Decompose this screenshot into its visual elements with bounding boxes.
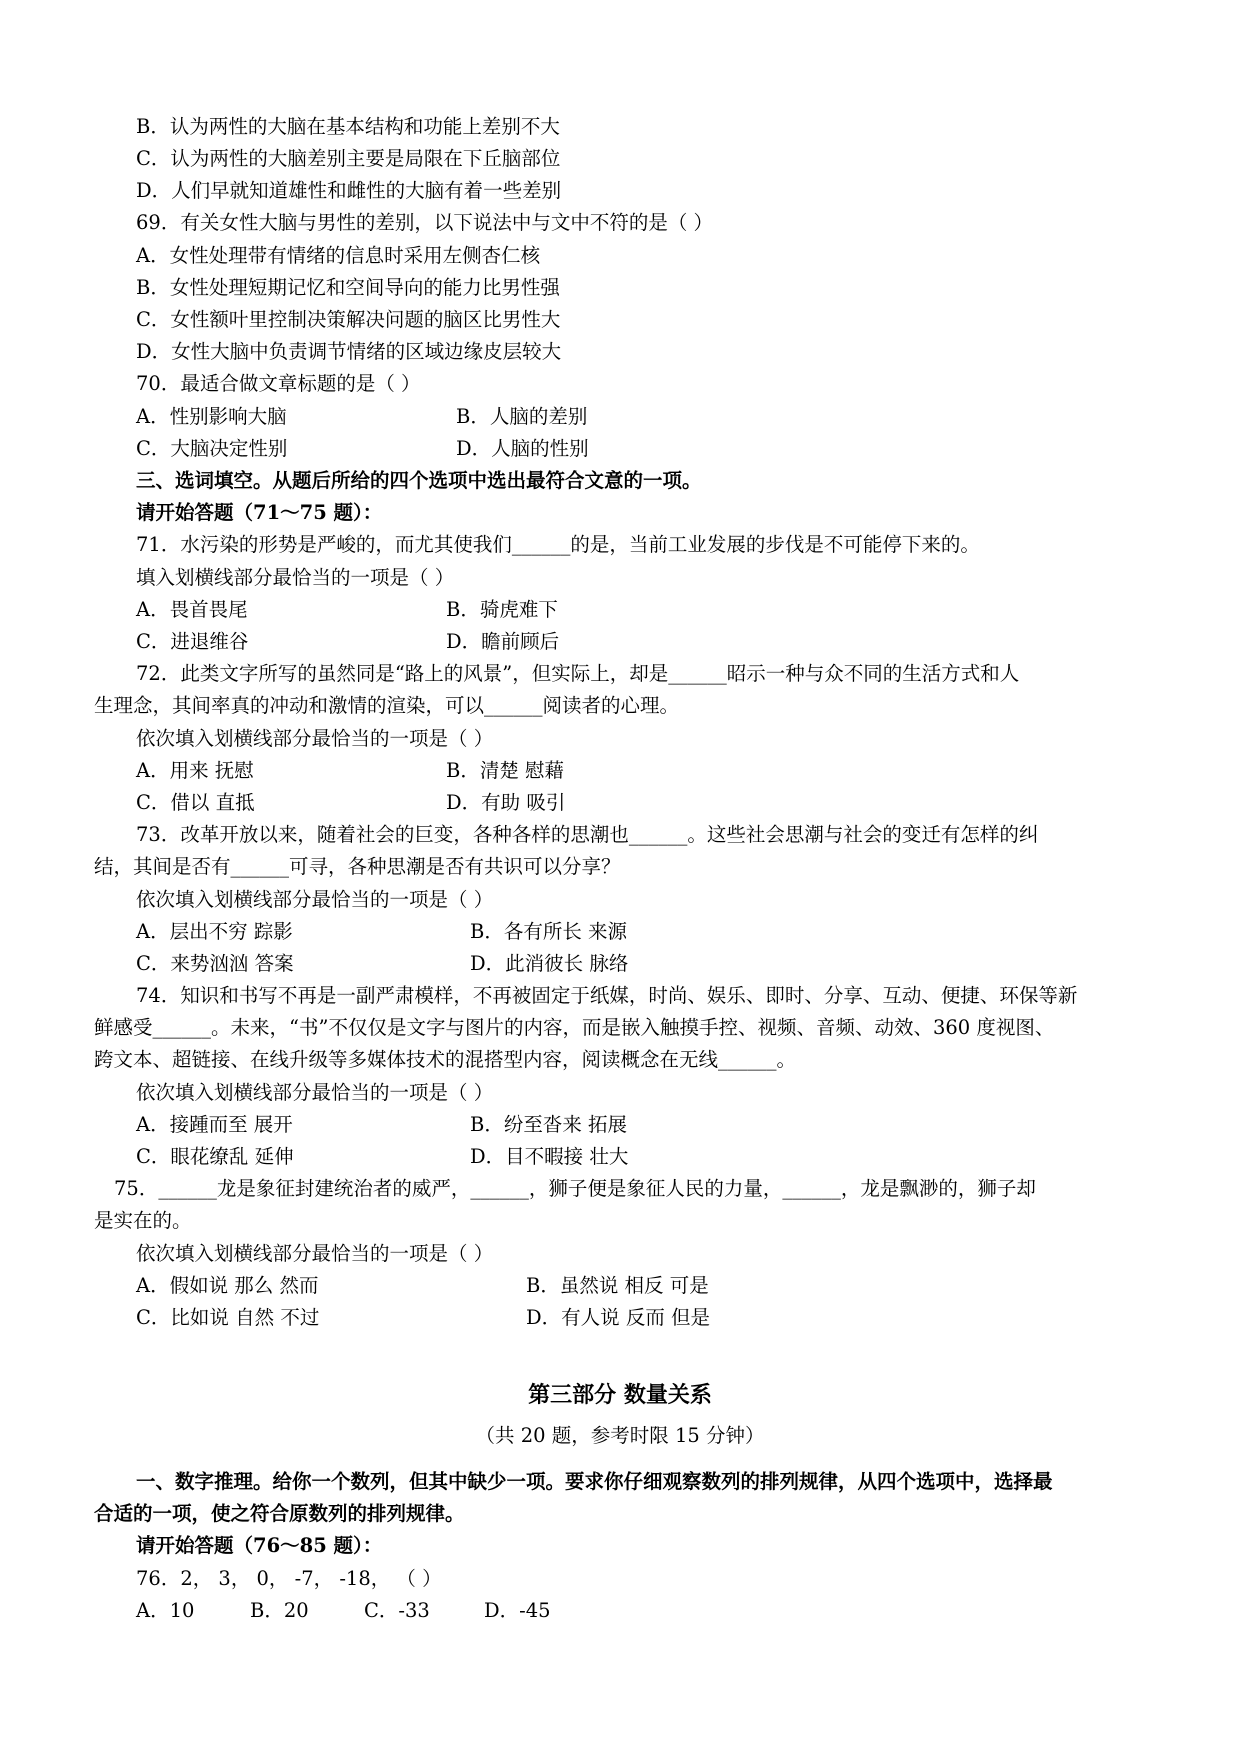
q72-prompt: 依次填入划横线部分最恰当的一项是（ ） bbox=[136, 727, 494, 750]
q73-option-c: C．来势汹汹 答案 bbox=[136, 952, 294, 975]
q72-option-a: A．用来 抚慰 bbox=[136, 759, 254, 782]
q76-option-c: C．-33 bbox=[364, 1599, 430, 1622]
q76-option-d: D．-45 bbox=[484, 1599, 551, 1622]
q75-option-d: D．有人说 反而 但是 bbox=[526, 1306, 711, 1329]
q70-option-d: D．人脑的性别 bbox=[456, 437, 589, 460]
q68-option-d: D．人们早就知道雄性和雌性的大脑有着一些差别 bbox=[136, 179, 562, 202]
q75-stem-line-1: 75．______龙是象征封建统治者的威严，______，狮子便是象征人民的力量，______，龙是飘渺的，狮子却 bbox=[114, 1177, 1036, 1200]
part-3-subtitle: （共 20 题，参考时限 15 分钟） bbox=[475, 1424, 765, 1447]
q71-option-a: A．畏首畏尾 bbox=[136, 598, 248, 621]
q68-option-c: C．认为两性的大脑差别主要是局限在下丘脑部位 bbox=[136, 147, 561, 170]
q69-option-a: A．女性处理带有情绪的信息时采用左侧杏仁核 bbox=[136, 244, 541, 267]
section-3-start: 请开始答题（71～75 题）： bbox=[136, 501, 383, 524]
section-3-title: 三、选词填空。从题后所给的四个选项中选出最符合文意的一项。 bbox=[136, 469, 702, 492]
q69-option-c: C．女性额叶里控制决策解决问题的脑区比男性大 bbox=[136, 308, 561, 331]
q69-stem: 69．有关女性大脑与男性的差别，以下说法中与文中不符的是（ ） bbox=[136, 211, 714, 234]
part-3-title: 第三部分 数量关系 bbox=[528, 1382, 712, 1408]
q75-option-b: B．虽然说 相反 可是 bbox=[526, 1274, 709, 1297]
q75-option-c: C．比如说 自然 不过 bbox=[136, 1306, 320, 1329]
q74-prompt: 依次填入划横线部分最恰当的一项是（ ） bbox=[136, 1081, 494, 1104]
q69-option-d: D．女性大脑中负责调节情绪的区域边缘皮层较大 bbox=[136, 340, 562, 363]
q74-stem-line-1: 74．知识和书写不再是一副严肃模样，不再被固定于纸媒，时尚、娱乐、即时、分享、互动、便捷、环保等新 bbox=[136, 984, 1078, 1007]
q74-stem-line-2: 鲜感受______。未来，“书”不仅仅是文字与图片的内容，而是嵌入触摸手控、视频、音频、动效、360 度视图、 bbox=[94, 1016, 1055, 1039]
q74-stem-line-3: 跨文本、超链接、在线升级等多媒体技术的混搭型内容，阅读概念在无线______。 bbox=[94, 1048, 797, 1071]
q72-stem-line-1: 72．此类文字所写的虽然同是“路上的风景”，但实际上，却是______昭示一种与众不同的生活方式和人 bbox=[136, 662, 1020, 685]
q70-stem: 70．最适合做文章标题的是（ ） bbox=[136, 372, 421, 395]
q71-option-b: B．骑虎难下 bbox=[446, 598, 558, 621]
q72-option-c: C．借以 直抵 bbox=[136, 791, 255, 814]
q73-option-b: B．各有所长 来源 bbox=[470, 920, 628, 943]
q76-option-b: B．20 bbox=[250, 1599, 309, 1622]
q70-option-a: A．性别影响大脑 bbox=[136, 405, 287, 428]
q70-option-c: C．大脑决定性别 bbox=[136, 437, 288, 460]
q69-option-b: B．女性处理短期记忆和空间导向的能力比男性强 bbox=[136, 276, 560, 299]
q70-option-b: B．人脑的差别 bbox=[456, 405, 588, 428]
q75-option-a: A．假如说 那么 然而 bbox=[136, 1274, 319, 1297]
q73-option-d: D．此消彼长 脉络 bbox=[470, 952, 629, 975]
q74-option-d: D．目不暇接 壮大 bbox=[470, 1145, 629, 1168]
q71-prompt: 填入划横线部分最恰当的一项是（ ） bbox=[136, 566, 455, 589]
part-3-instruction-line-2: 合适的一项，使之符合原数列的排列规律。 bbox=[94, 1502, 465, 1525]
q74-option-b: B．纷至沓来 拓展 bbox=[470, 1113, 628, 1136]
q71-stem: 71．水污染的形势是严峻的，而尤其使我们______的是，当前工业发展的步伐是不可能停下来的。 bbox=[136, 533, 980, 556]
q74-option-c: C．眼花缭乱 延伸 bbox=[136, 1145, 294, 1168]
q75-prompt: 依次填入划横线部分最恰当的一项是（ ） bbox=[136, 1242, 494, 1265]
q73-prompt: 依次填入划横线部分最恰当的一项是（ ） bbox=[136, 888, 494, 911]
q72-option-d: D．有助 吸引 bbox=[446, 791, 566, 814]
q71-option-d: D．瞻前顾后 bbox=[446, 630, 560, 653]
q68-option-b: B．认为两性的大脑在基本结构和功能上差别不大 bbox=[136, 115, 560, 138]
q73-stem-line-1: 73．改革开放以来，随着社会的巨变，各种各样的思潮也______。这些社会思潮与社会的变迁有怎样的纠 bbox=[136, 823, 1039, 846]
q76-stem: 76．2， 3， 0， -7， -18， （ ） bbox=[136, 1567, 442, 1590]
q73-stem-line-2: 结，其间是否有______可寻，各种思潮是否有共识可以分享？ bbox=[94, 855, 621, 878]
q75-stem-line-2: 是实在的。 bbox=[94, 1209, 192, 1232]
part-3-start: 请开始答题（76～85 题）： bbox=[136, 1534, 383, 1557]
q73-option-a: A．层出不穷 踪影 bbox=[136, 920, 293, 943]
q74-option-a: A．接踵而至 展开 bbox=[136, 1113, 293, 1136]
q72-option-b: B．清楚 慰藉 bbox=[446, 759, 565, 782]
q72-stem-line-2: 生理念，其间率真的冲动和激情的渲染，可以______阅读者的心理。 bbox=[94, 694, 680, 717]
q71-option-c: C．进退维谷 bbox=[136, 630, 249, 653]
part-3-instruction-line-1: 一、数字推理。给你一个数列，但其中缺少一项。要求你仔细观察数列的排列规律，从四个选项中，选择最 bbox=[136, 1470, 1053, 1493]
q76-option-a: A．10 bbox=[136, 1599, 195, 1622]
